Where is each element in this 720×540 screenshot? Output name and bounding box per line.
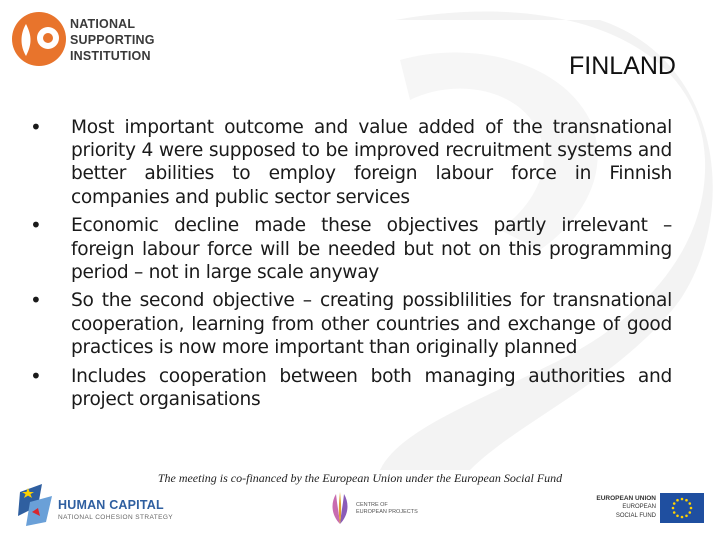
bullet-text: So the second objective – creating possiblilities for transnational cooperation, learning from other countries and exchange of good practices is now more important than originally planned bbox=[71, 290, 672, 358]
bullet-text: Includes cooperation between both managing authorities and project organisations bbox=[71, 365, 672, 410]
eu-line: EUROPEAN UNION bbox=[596, 495, 656, 502]
eu-social-fund-label bbox=[596, 494, 656, 521]
bullet-item bbox=[30, 289, 672, 359]
bullet-text: Most important outcome and value added of the transnational priority 4 were supposed to be improved recruitment systems and better abilities to employ foreign labour force in Finnish companies and public sector services bbox=[71, 117, 672, 208]
eu-line: EUROPEAN bbox=[622, 504, 656, 510]
bullet-item bbox=[30, 214, 672, 284]
human-capital-title: HUMAN CAPITAL bbox=[58, 498, 164, 512]
human-capital-logo-icon bbox=[16, 482, 56, 528]
cep-line: EUROPEAN PROJECTS bbox=[356, 509, 418, 515]
institution-name bbox=[70, 16, 155, 64]
bullet-dot: • bbox=[30, 288, 42, 313]
institution-name-line: INSTITUTION bbox=[70, 49, 151, 63]
slide-title: FINLAND bbox=[569, 52, 676, 80]
bullet-item bbox=[30, 116, 672, 209]
human-capital-subtitle: NATIONAL COHESION STRATEGY bbox=[58, 514, 174, 521]
eu-flag-icon bbox=[660, 493, 704, 523]
human-capital-branding bbox=[58, 498, 173, 521]
institution-name-line: NATIONAL bbox=[70, 17, 136, 31]
bullet-dot: • bbox=[30, 363, 42, 388]
eu-line: SOCIAL FUND bbox=[615, 513, 656, 519]
institution-logo-icon bbox=[10, 10, 70, 68]
bullet-text: Economic decline made these objectives partly irrelevant – foreign labour force will be needed but not on this programming period – not in large scale anyway bbox=[71, 215, 672, 283]
institution-name-line: SUPPORTING bbox=[70, 33, 155, 47]
centre-of-european-projects-label bbox=[356, 502, 418, 516]
bullet-list bbox=[30, 116, 672, 416]
cofinancing-note: The meeting is co-financed by the European Union under the European Social Fund bbox=[157, 471, 563, 485]
bullet-dot: • bbox=[30, 213, 42, 238]
bullet-item bbox=[30, 365, 672, 411]
cep-line: CENTRE OF bbox=[356, 502, 388, 508]
centre-of-european-projects-logo-icon bbox=[328, 490, 352, 526]
bullet-dot: • bbox=[30, 115, 42, 139]
